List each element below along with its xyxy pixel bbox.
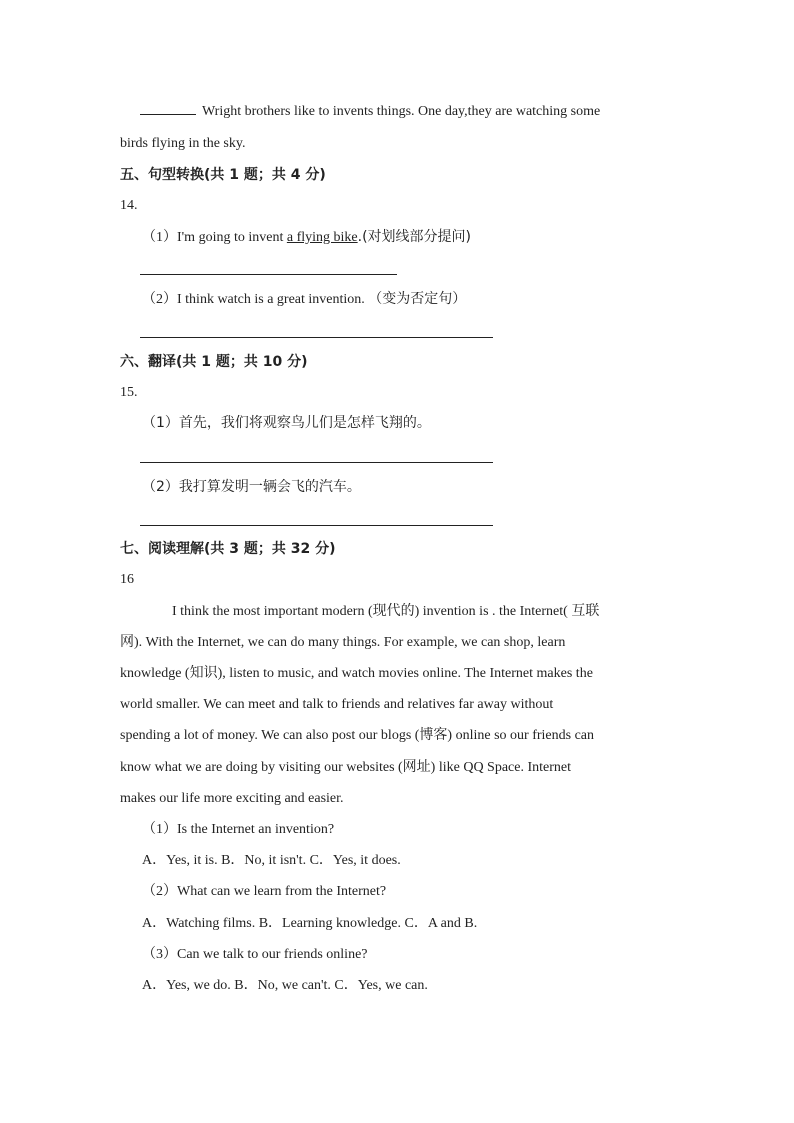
section-6-heading: 六、翻译(共 1 题；共 10 分) [120, 354, 308, 370]
q15-number: 15. [120, 385, 138, 400]
q16-question-1-stem: （1）Is the Internet an invention? [142, 822, 335, 837]
passage-line: 网). With the Internet, we can do many things. For example, we can shop, learn [120, 635, 566, 650]
passage-line: world smaller. We can meet and talk to friends and relatives far away without [120, 697, 554, 712]
q15-part-2-answer-line[interactable] [140, 524, 493, 526]
q14-part-1 [142, 227, 471, 248]
q13-line-2: birds flying in the sky. [120, 136, 246, 151]
passage-line: know what we are doing by visiting our websites (网址) like QQ Space. Internet [120, 760, 572, 775]
q13-line-1-text: Wright brothers like to invents things. One day,they are watching some [202, 104, 601, 119]
q14-part-1-suffix: .(对划线部分提问) [357, 229, 471, 245]
q16-question-2-stem: （2）What can we learn from the Internet? [142, 884, 387, 899]
passage-line: makes our life more exciting and easier. [120, 791, 344, 806]
section-5-heading: 五、句型转换(共 1 题；共 4 分) [120, 167, 326, 183]
q13-line-1 [140, 102, 600, 122]
q14-part-2-answer-line[interactable] [140, 336, 493, 338]
q13-answer-blank[interactable] [140, 102, 196, 115]
q16-question-3-stem: （3）Can we talk to our friends online? [142, 947, 368, 962]
q15-part-1: （1）首先，我们将观察鸟儿们是怎样飞翔的。 [142, 415, 431, 431]
q14-part-1-prefix: （1）I'm going to invent [142, 230, 287, 245]
q14-underlined-phrase: a flying bike [286, 230, 358, 245]
section-7-heading: 七、阅读理解(共 3 题；共 32 分) [120, 541, 336, 557]
q15-part-2: （2）我打算发明一辆会飞的汽车。 [142, 479, 361, 495]
q16-question-2-options[interactable]: A．Watching films. B．Learning knowledge. C．A and B. [142, 916, 478, 931]
q16-question-3-options[interactable]: A．Yes, we do. B．No, we can't. C．Yes, we can. [142, 978, 428, 993]
q14-part-1-answer-line[interactable] [140, 273, 397, 275]
q14-number: 14. [120, 198, 138, 213]
q16-number: 16 [120, 572, 134, 587]
passage-line: I think the most important modern (现代的) invention is . the Internet( 互联 [172, 604, 600, 619]
q16-question-1-options[interactable]: A．Yes, it is. B．No, it isn't. C．Yes, it does. [142, 853, 401, 868]
q15-part-1-answer-line[interactable] [140, 461, 493, 463]
passage-line: spending a lot of money. We can also post our blogs (博客) online so our friends can [120, 728, 595, 743]
q14-part-2: （2）I think watch is a great invention. （变为否定句） [142, 292, 467, 307]
passage-line: knowledge (知识), listen to music, and watch movies online. The Internet makes the [120, 666, 593, 681]
